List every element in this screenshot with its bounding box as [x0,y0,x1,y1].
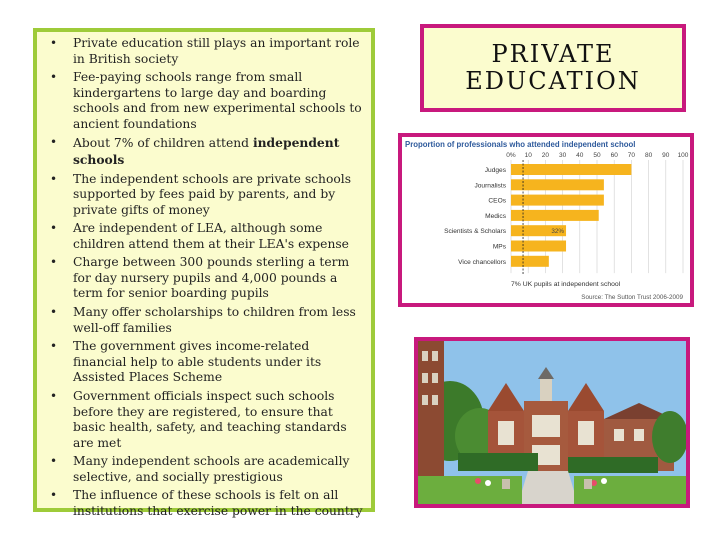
x-tick-label: 70 [627,152,636,159]
bullet-list [37,32,371,519]
chart-title: Proportion of professionals who attended independent school [405,140,636,149]
title-line-1: PRIVATE [491,40,615,68]
reference-label: 7% UK pupils at independent school [511,281,621,289]
bullet-item: • Private education still plays an important role in British society [73,36,365,67]
category-label: Vice chancellors [458,258,506,266]
x-tick-label: 0% [506,152,516,159]
bar [511,179,604,190]
x-tick-label: 90 [662,152,670,159]
bar [511,241,566,252]
bar-chart [402,137,690,303]
bullet-item: • About 7% of children attend independent schools [73,135,365,168]
title-line-2: EDUCATION [465,67,641,95]
bullet-item: • The government gives income-related financial help to able students under its Assisted Places Scheme [73,339,365,386]
bullet-emphasis: independent schools [73,135,340,167]
bar [511,210,599,221]
category-label: Medics [485,212,506,220]
bullet-item: • Are independent of LEA, although some children attend them at their LEA's expense [73,221,365,252]
category-label: Judges [484,167,506,174]
bullet-item: • The independent schools are private schools supported by fees paid by parents, and by private gifts of money [73,172,365,219]
x-tick-label: 40 [576,152,584,159]
bar [511,256,549,267]
bar [511,164,631,175]
bullet-item: • The influence of these schools is felt on all institutions that exercise power in the country [73,488,365,519]
category-label: Scientists & Scholars [444,228,506,236]
x-tick-label: 60 [610,152,618,159]
x-tick-label: 100 [677,152,689,159]
bullet-item: • Government officials inspect such schools before they are registered, to ensure that basic health, safety, and teaching standards are met [73,389,365,451]
category-label: MPs [492,243,506,251]
bar [511,195,604,206]
data-label: 32% [551,228,565,236]
bullet-panel [33,28,375,518]
x-tick-label: 30 [558,152,567,159]
category-label: Journalists [474,182,506,190]
title-box [420,24,686,112]
x-tick-label: 20 [541,152,550,159]
school-building-illustration [418,341,686,504]
x-tick-label: 50 [593,152,601,159]
bullet-item: • Many offer scholarships to children from less well-off families [73,305,365,336]
bullet-item: • Charge between 300 pounds sterling a term for day nursery pupils and 4,000 pounds a term for senior boarding pupils [73,255,365,302]
x-tick-label: 10 [524,152,532,159]
x-tick-label: 80 [644,152,653,159]
chart-frame [398,133,694,307]
bullet-item: • Fee-paying schools range from small kindergartens to large day and boarding schools and from new experimental schools to ancient foundations [73,70,365,132]
bullet-item: • Many independent schools are academically selective, and socially prestigious [73,454,365,485]
chart-source: Source: The Sutton Trust 2006-2009 [581,294,683,301]
category-label: CEOs [488,197,506,205]
school-photo [414,337,690,508]
